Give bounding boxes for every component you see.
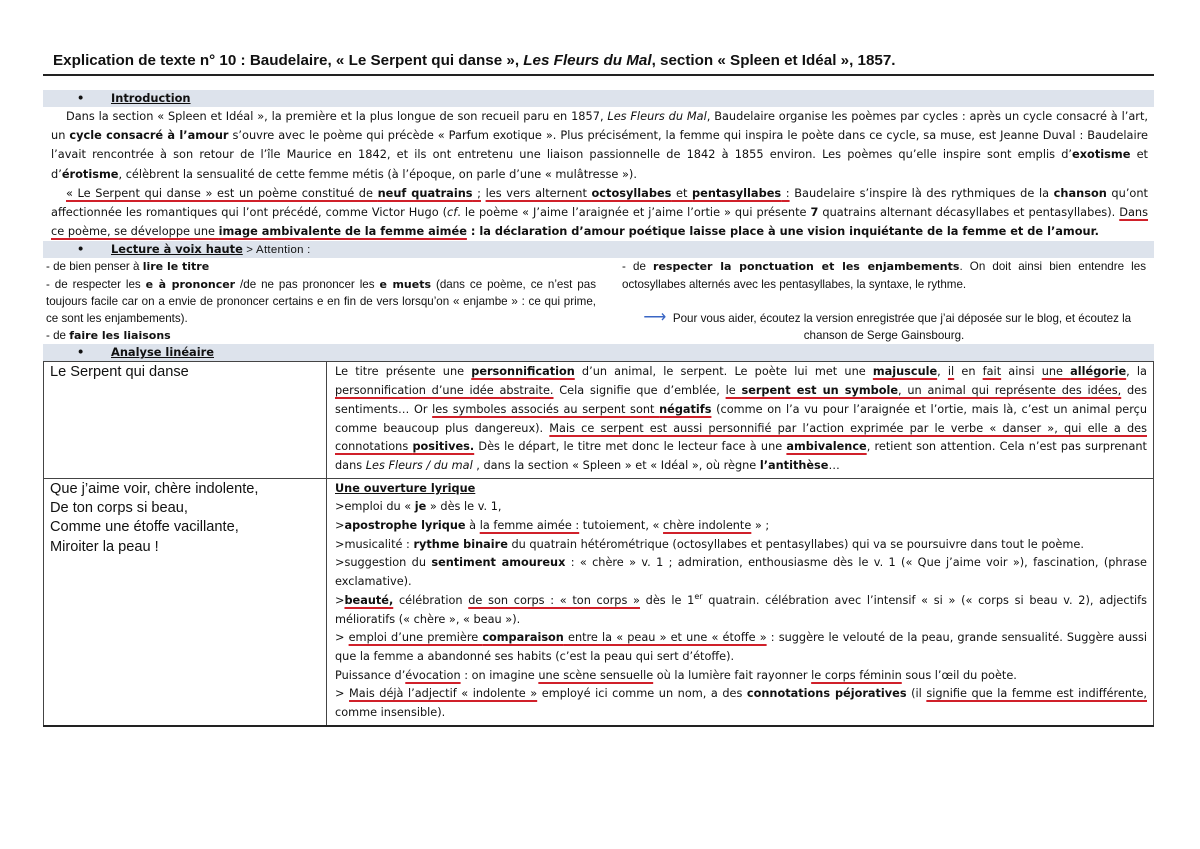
- section-introduction-label: Introduction: [111, 91, 191, 105]
- poem-line: De ton corps si beau,: [50, 500, 188, 517]
- section-introduction-band: [43, 90, 1154, 107]
- poem-line: Comme une étoffe vacillante,: [50, 519, 239, 536]
- comment-heading: Une ouverture lyrique: [335, 481, 476, 495]
- arrow-right-icon: ⟶: [643, 308, 667, 326]
- table-row: [44, 478, 1154, 726]
- title-text-end: , section « Spleen et Idéal », 1857.: [651, 52, 896, 69]
- title-text: Explication de texte n° 10 : Baudelaire, « Le Serpent qui danse »,: [53, 52, 524, 69]
- reading-instructions-right: - de respecter la ponctuation et les enjambements. On doit ainsi bien entendre les octosyllabes alternés avec les pentasyllabes, la syntaxe, le rythme. ⟶ Pour vous aider, écoutez la version enregistrée que j’ai déposée sur le blog, et écoutez la chanson de Serge Gainsbourg.: [622, 260, 1146, 343]
- bullet: •: [77, 242, 85, 257]
- section-lecture-label: Lecture à voix haute: [111, 242, 243, 257]
- reading-instructions-left: - de bien penser à lire le titre - de respecter les e à prononcer /de ne pas prononcer les e muets (dans ce poème, ce n’est pas toujours facile car on a envie de prononcer certains e en fin de vers lorsqu’on « enjambe » : ce qui prime, ce sont les enjambements). - de faire les liaisons: [46, 260, 597, 343]
- section-lecture-band: [43, 241, 1154, 258]
- poem-cell-stanza-1: [44, 478, 327, 726]
- attention-label: > Attention :: [242, 244, 311, 257]
- section-analyse-band: [43, 344, 1154, 361]
- comment-cell-title: Le titre présente une personnification d’un animal, le serpent. Le poète lui met une majuscule, il en fait ainsi une allégorie, la personnification d’une idée abstraite. Cela signifie que d’emblée, le serpent est un symbole, un animal qui représente des idées, des sentiments… Or les symboles associés au serpent sont négatifs (comme on l’a vu pour l’araignée et l’ortie, mais là, c’est un animal perçu comme beaucoup plus dangereux). Mais ce serpent est aussi personnifié par l’action exprimée par le verbe « danser », qui elle a des connotations positives. Dès le départ, le titre met donc le lecteur face à une ambivalence, retient son attention. Cela n’est pas surprenant dans Les Fleurs / du mal , dans la section « Spleen » et « Idéal », où règne l’antithèse…: [327, 362, 1154, 478]
- poem-cell-title: Le Serpent qui danse: [44, 362, 327, 478]
- reading-instructions: [43, 258, 1154, 344]
- analysis-table: [43, 361, 1154, 726]
- poem-line: Miroiter la peau !: [50, 538, 159, 555]
- intro-paragraph-2: « Le Serpent qui danse » est un poème constitué de neuf quatrains ; les vers alternent octosyllabes et pentasyllabes : Baudelaire s’inspire là des rythmiques de la chanson qu’ont affectionnée les romantiques qui l’ont précédé, comme Victor Hugo (cf. le poème « J’aime l’araignée et j’aime l’ortie » qui présente 7 quatrains alternant décasyllabes et pentasyllabes). Dans ce poème, se développe une image ambivalente de la femme aimée : la déclaration d’amour poétique laisse place à une vision inquiétante de la femme et de l’amour.: [51, 185, 1149, 239]
- table-row: [44, 362, 1154, 478]
- document-page: [43, 48, 1154, 727]
- comment-cell-stanza-1: Une ouverture lyrique >emploi du « je » dès le v. 1, >apostrophe lyrique à la femme aimée : tutoiement, « chère indolente » ; >musicalité : rythme binaire du quatrain hétérométrique (octosyllabes et pentasyllabes) qui va se poursuivre dans tout le poème. >suggestion du sentiment amoureux : « chère » v. 1 ; admiration, enthousiasme dès le v. 1 (« Que j’aime voir »), fascination, (phrase exclamative). >beauté, célébration de son corps : « ton corps » dès le 1er quatrain. célébration avec l’intensif « si » (« corps si beau v. 2), adjectifs mélioratifs (« chère », « beau »). > emploi d’une première comparaison entre la « peau » et une « étoffe » : suggère le velouté de la peau, grande sensualité. Suggère aussi que la femme a abandonné ses habits (c’est la peau qui sert d’étoffe). Puissance d’évocation : on imagine une scène sensuelle où la lumière fait rayonner le corps féminin sous l’œil du poète. > Mais déjà l’adjectif « indolente » employé ici comme un nom, a des connotations péjoratives (il signifie que la femme est indifférente, comme insensible).: [327, 478, 1154, 726]
- poem-line: Que j’aime voir, chère indolente,: [50, 480, 259, 497]
- document-title: [43, 48, 1154, 76]
- intro-paragraph-1: Dans la section « Spleen et Idéal », la première et la plus longue de son recueil paru en 1857, Les Fleurs du Mal, Baudelaire organise les poèmes par cycles : après un cycle consacré à l’art, un cycle consacré à l’amour s’ouvre avec le poème qui précède « Parfum exotique ». Plus précisément, la femme qui inspira le poète dans ce cycle, sa muse, est Jeanne Duval : Baudelaire l’avait rencontrée à son retour de l’île Maurice en 1842, et ils ont entretenu une liaison passionnelle de 1842 à 1855 environ. Les poèmes qu’elle inspire sont emplis d’exotisme et d’érotisme, célèbrent la sensualité de cette femme métis (à l’époque, on parle d’une « mulâtresse »).: [51, 109, 1148, 181]
- section-analyse-label: Analyse linéaire: [111, 345, 214, 360]
- introduction-text: [43, 107, 1154, 241]
- title-work: Les Fleurs du Mal: [523, 52, 652, 69]
- bullet: •: [77, 91, 85, 105]
- bullet: •: [77, 345, 85, 360]
